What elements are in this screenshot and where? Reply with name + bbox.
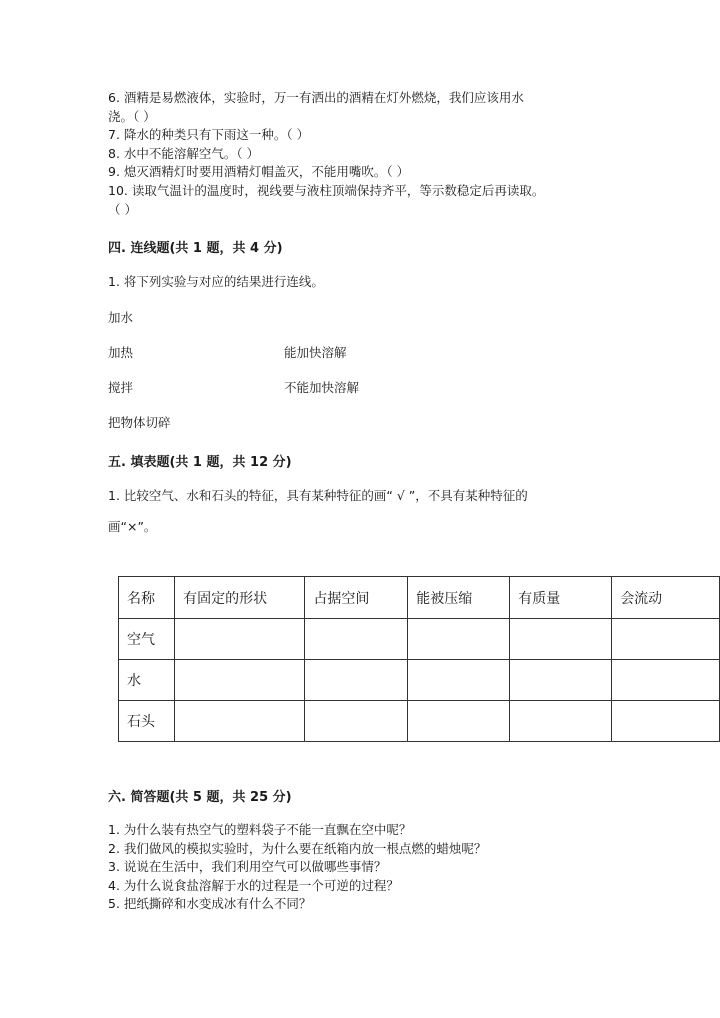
table-answer-cell[interactable] — [612, 660, 720, 701]
match-left-item: 把物体切碎 — [108, 415, 171, 430]
table-header-cell: 名称 — [119, 577, 175, 619]
table-row-label: 石头 — [119, 701, 175, 742]
judgment-q6-line1: 6. 酒精是易燃液体，实验时，万一有洒出的酒精在灯外燃烧，我们应该用水 — [108, 90, 524, 105]
short-answer-question: 1. 为什么装有热空气的塑料袋子不能一直飘在空中呢？ — [108, 822, 412, 837]
judgment-q10-line1: 10. 读取气温计的温度时，视线要与液柱顶端保持齐平，等示数稳定后再读取。 — [108, 183, 545, 198]
section4-title: 四. 连线题(共 1 题，共 4 分) — [108, 241, 283, 256]
match-right-item: 能加快溶解 — [284, 345, 347, 360]
section5-question-line2: 画“×”。 — [108, 519, 157, 534]
section6-title: 六. 简答题(共 5 题，共 25 分) — [108, 790, 292, 805]
match-right-item: 不能加快溶解 — [284, 380, 360, 395]
table-row-label: 空气 — [119, 619, 175, 660]
table-answer-cell[interactable] — [305, 701, 408, 742]
table-row — [119, 619, 720, 660]
table-answer-cell[interactable] — [175, 660, 305, 701]
table-header-cell: 会流动 — [612, 577, 720, 619]
section4-question: 1. 将下列实验与对应的结果进行连线。 — [108, 274, 324, 289]
feature-table — [118, 576, 720, 742]
section5-question-line1: 1. 比较空气、水和石头的特征，具有某种特征的画“ √ ”，不具有某种特征的 — [108, 488, 528, 503]
table-header-cell: 占据空间 — [305, 577, 408, 619]
table-header-cell: 能被压缩 — [408, 577, 510, 619]
table-answer-cell[interactable] — [175, 701, 305, 742]
table-answer-cell[interactable] — [612, 701, 720, 742]
match-left-item: 加热 — [108, 345, 134, 360]
judgment-q7: 7. 降水的种类只有下雨这一种。（ ） — [108, 127, 310, 142]
match-left-item: 加水 — [108, 310, 134, 325]
table-answer-cell[interactable] — [612, 619, 720, 660]
judgment-q6-line2: 浇。（ ） — [108, 109, 156, 124]
table-answer-cell[interactable] — [510, 701, 612, 742]
judgment-q9: 9. 熄灭酒精灯时要用酒精灯帽盖灭，不能用嘴吹。（ ） — [108, 164, 410, 179]
table-answer-cell[interactable] — [305, 660, 408, 701]
judgment-q8: 8. 水中不能溶解空气。（ ） — [108, 146, 260, 161]
table-header-cell: 有质量 — [510, 577, 612, 619]
table-row-label: 水 — [119, 660, 175, 701]
table-row — [119, 660, 720, 701]
match-left-item: 搅拌 — [108, 380, 134, 395]
table-answer-cell[interactable] — [305, 619, 408, 660]
table-answer-cell[interactable] — [408, 660, 510, 701]
table-header-cell: 有固定的形状 — [175, 577, 305, 619]
table-answer-cell[interactable] — [408, 619, 510, 660]
judgment-q10-line2: （ ） — [108, 202, 137, 217]
section5-title: 五. 填表题(共 1 题，共 12 分) — [108, 455, 292, 470]
table-answer-cell[interactable] — [510, 619, 612, 660]
table-header-row — [119, 577, 720, 619]
table-row — [119, 701, 720, 742]
table-answer-cell[interactable] — [408, 701, 510, 742]
table-answer-cell[interactable] — [175, 619, 305, 660]
short-answer-question: 4. 为什么说食盐溶解于水的过程是一个可逆的过程？ — [108, 878, 399, 893]
short-answer-question: 5. 把纸撕碎和水变成冰有什么不同？ — [108, 896, 312, 911]
table-answer-cell[interactable] — [510, 660, 612, 701]
short-answer-question: 2. 我们做风的模拟实验时，为什么要在纸箱内放一根点燃的蜡烛呢？ — [108, 841, 487, 856]
short-answer-question: 3. 说说在生活中，我们利用空气可以做哪些事情？ — [108, 859, 387, 874]
